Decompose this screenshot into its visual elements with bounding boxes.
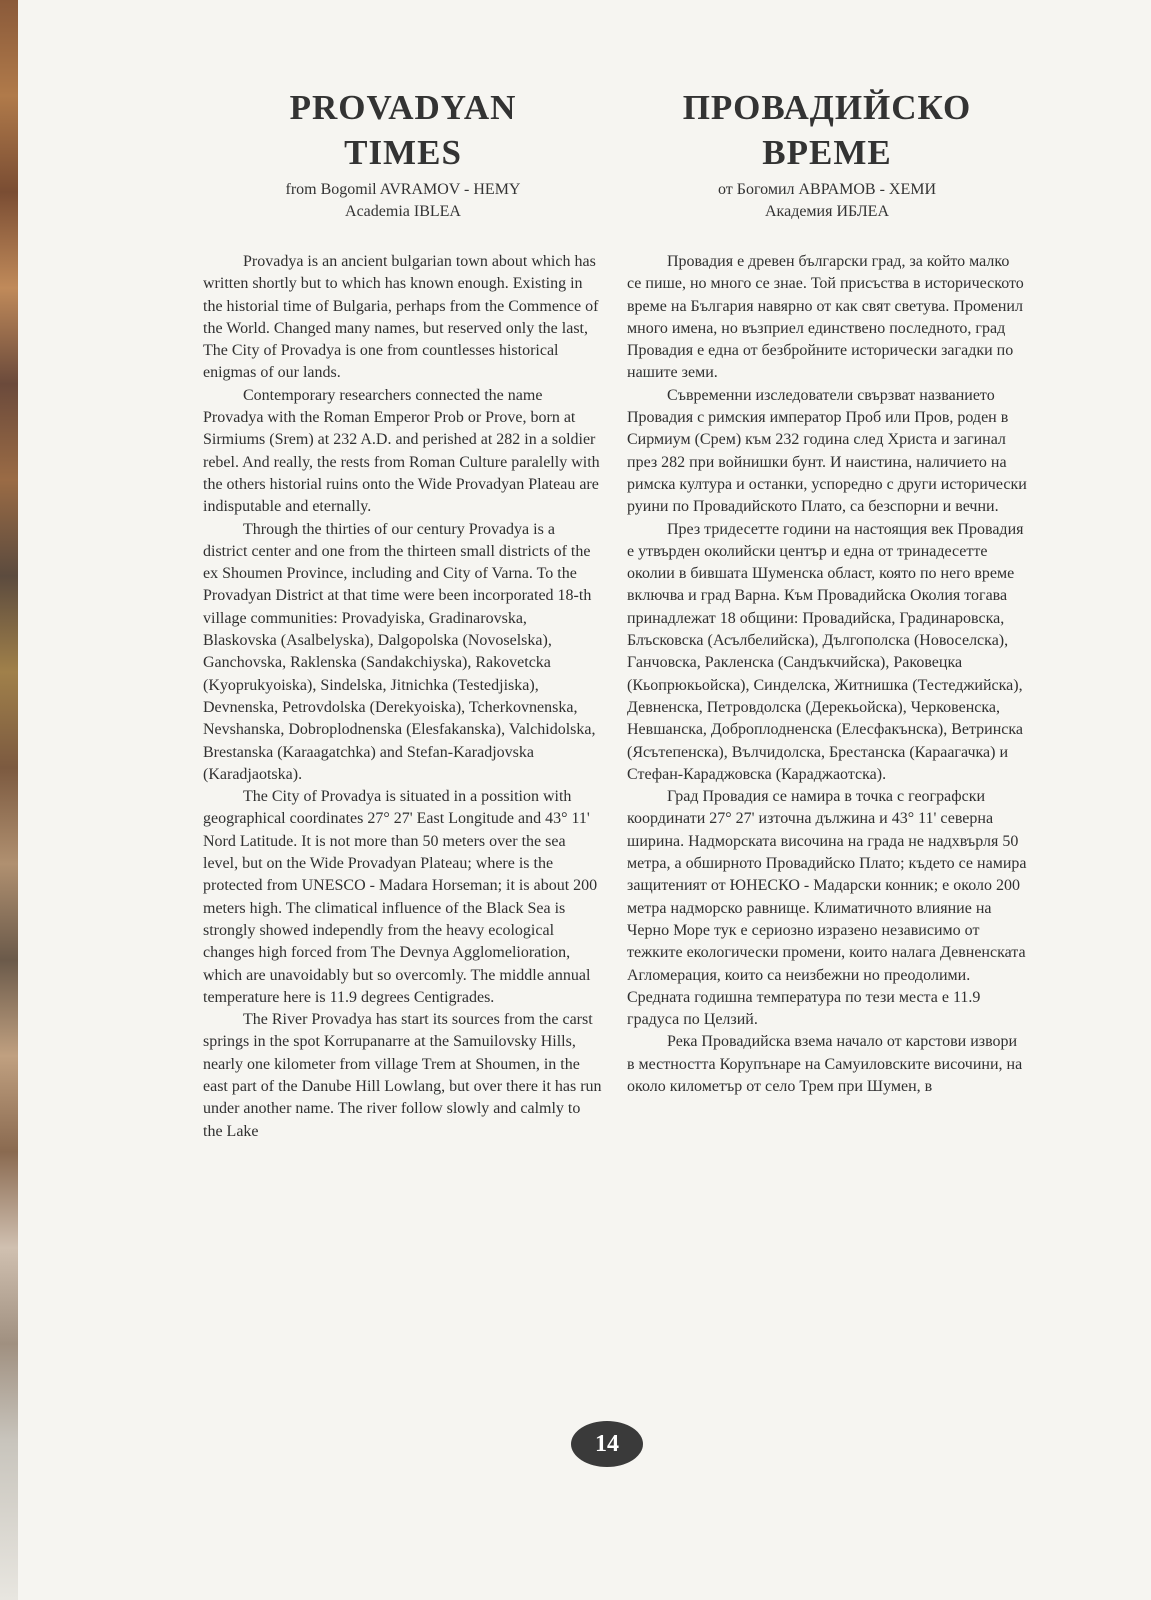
english-column xyxy=(203,85,603,1143)
bulgarian-affiliation: Академия ИБЛЕА xyxy=(765,203,889,220)
bulgarian-title: ПРОВАДИЙСКО ВРЕМЕ xyxy=(682,88,972,172)
paragraph: Река Провадийска взема начало от карстови извори в местността Корупънаре на Самуиловските височини, на около километър от село Трем при Шумен, в xyxy=(627,1033,1023,1095)
paragraph: През тридесетте години на настоящия век Провадия е утвърден околийски център и една от тринадесетте околии в бившата Шуменска област, която по него време включва и град Варна. Към Провадийска Околия тогава принадлежат 18 общини: Провадийска, Градинаровска, Блъсковска (Асълбелийска), Дългополска (Новоселска), Ганчовска, Ракленска (Сандъкчийска), Раковецка (Кьопрюкьойска), Синделска, Житнишка (Тестеджийска), Девненска, Петровдолска (Дерекьойска), Черковенска, Невшанска, Доброплодненска (Елесфакънска), Ветринска (Ясътепенска), Вълчидолска, Брестанска (Караагачка) и Стефан-Караджовска (Караджаотска). xyxy=(627,520,1024,783)
paragraph: Град Провадия се намира в точка с географски координати 27° 27' източна дължина и 43° 11' северна ширина. Надморската височина на града не надхвърля 50 метра, а обширното Провадийско Плато; където се намира защитеният от ЮНЕСКО - Мадарски конник; е около 200 метра надморско равнище. Климатичното влияние на Черно Море тук е сериозно изразено независимо от тежките екологически промени, които налага Девненската Агломерация, които са неизбежни но преодолими. Средната годишна температура по тези места е 11.9 градуса по Целзий. xyxy=(627,788,1027,1029)
english-title: PROVADYAN TIMES xyxy=(289,88,517,172)
paragraph: Провадия е древен български град, за който малко се пише, но много се знае. Той присъства в историческото време на България навярно от как свят светува. Променил много имена, но възприел единствено последното, град Провадия е една от безбройните исторически загадки по нашите земи. xyxy=(627,253,1024,382)
bulgarian-author: от Богомил АВРАМОВ - ХЕМИ xyxy=(717,181,937,198)
english-author: from Bogomil AVRAMOV - HEMY xyxy=(285,181,521,198)
page-number: 14 xyxy=(571,1421,643,1467)
paragraph: Съвременни изследователи свързват названието Провадия с римския император Проб или Пров, роден в Сирмиум (Срем) към 232 година след Христа и загинал през 282 при войнишки бунт. И наистина, наличието на римска култура и останки, успоредно с други исторически руини по Провадийското Плато, са безспорни и вечни. xyxy=(627,386,1027,516)
paragraph: The City of Provadya is situated in a possition with geographical coordinates 27° 27' East Longitude and 43° 11' Nord Latitude. It is not more than 50 meters over the sea level, but on the Wide Provadyan Plateau; where is the protected from UNESCO - Madara Horseman; it is about 200 meters high. The climatical influence of the Black Sea is strongly showed independly from the heavy ecological changes high forced from The Devnya Agglomelioration, which are unavoidably but so overcomly. The middle annual temperature here is 11.9 degrees Centigrades. xyxy=(203,788,598,1006)
paragraph: The River Provadya has start its sources from the carst springs in the spot Korrupanarre at the Samuilovsky Hills, nearly one kilometer from village Trem at Shoumen, in the east part of the Danube Hill Lowlang, but over there it has run under another name. The river follow slowly and calmly to the Lake xyxy=(203,1011,602,1140)
bulgarian-column xyxy=(627,85,1027,1098)
english-article-body xyxy=(203,251,603,1143)
page-binding-edge xyxy=(0,0,18,1600)
paragraph: Through the thirties of our century Provadya is a district center and one from the thirteen small districts of the ex Shoumen Province, including and City of Varna. To the Provadyan District at that time were been incorporated 18-th village communities: Provadyiska, Gradinarovska, Blaskovska (Asalbelyska), Dalgopolska (Novoselska), Ganchovska, Raklenska (Sandakchiyska), Rakovetcka (Kyoprukyoiska), Sindelska, Jitnichka (Testedjiska), Devnenska, Petrovdolska (Derekyoiska), Tcherkovnenska, Nevshanska, Dobroplodnenska (Elesfakanska), Valchidolska, Brestanska (Karaagatchka) and Stefan-Karadjovska (Karadjaotska). xyxy=(203,520,596,783)
english-affiliation: Academia IBLEA xyxy=(345,203,461,220)
paragraph: Contemporary researchers connected the name Provadya with the Roman Emperor Prob or Prove, born at Sirmiums (Srem) at 232 A.D. and perished at 282 in a soldier rebel. And really, the rests from Roman Culture paralelly with the others historial ruins onto the Wide Provadyan Plateau are indisputable and eternally. xyxy=(203,386,600,516)
bulgarian-article-body xyxy=(627,251,1027,1098)
paragraph: Provadya is an ancient bulgarian town about which has written shortly but to which has known enough. Existing in the historial time of Bulgaria, perhaps from the Commence of the World. Changed many names, but reserved only the last, The City of Provadya is one from countlesses historical enigmas of our lands. xyxy=(203,253,599,382)
